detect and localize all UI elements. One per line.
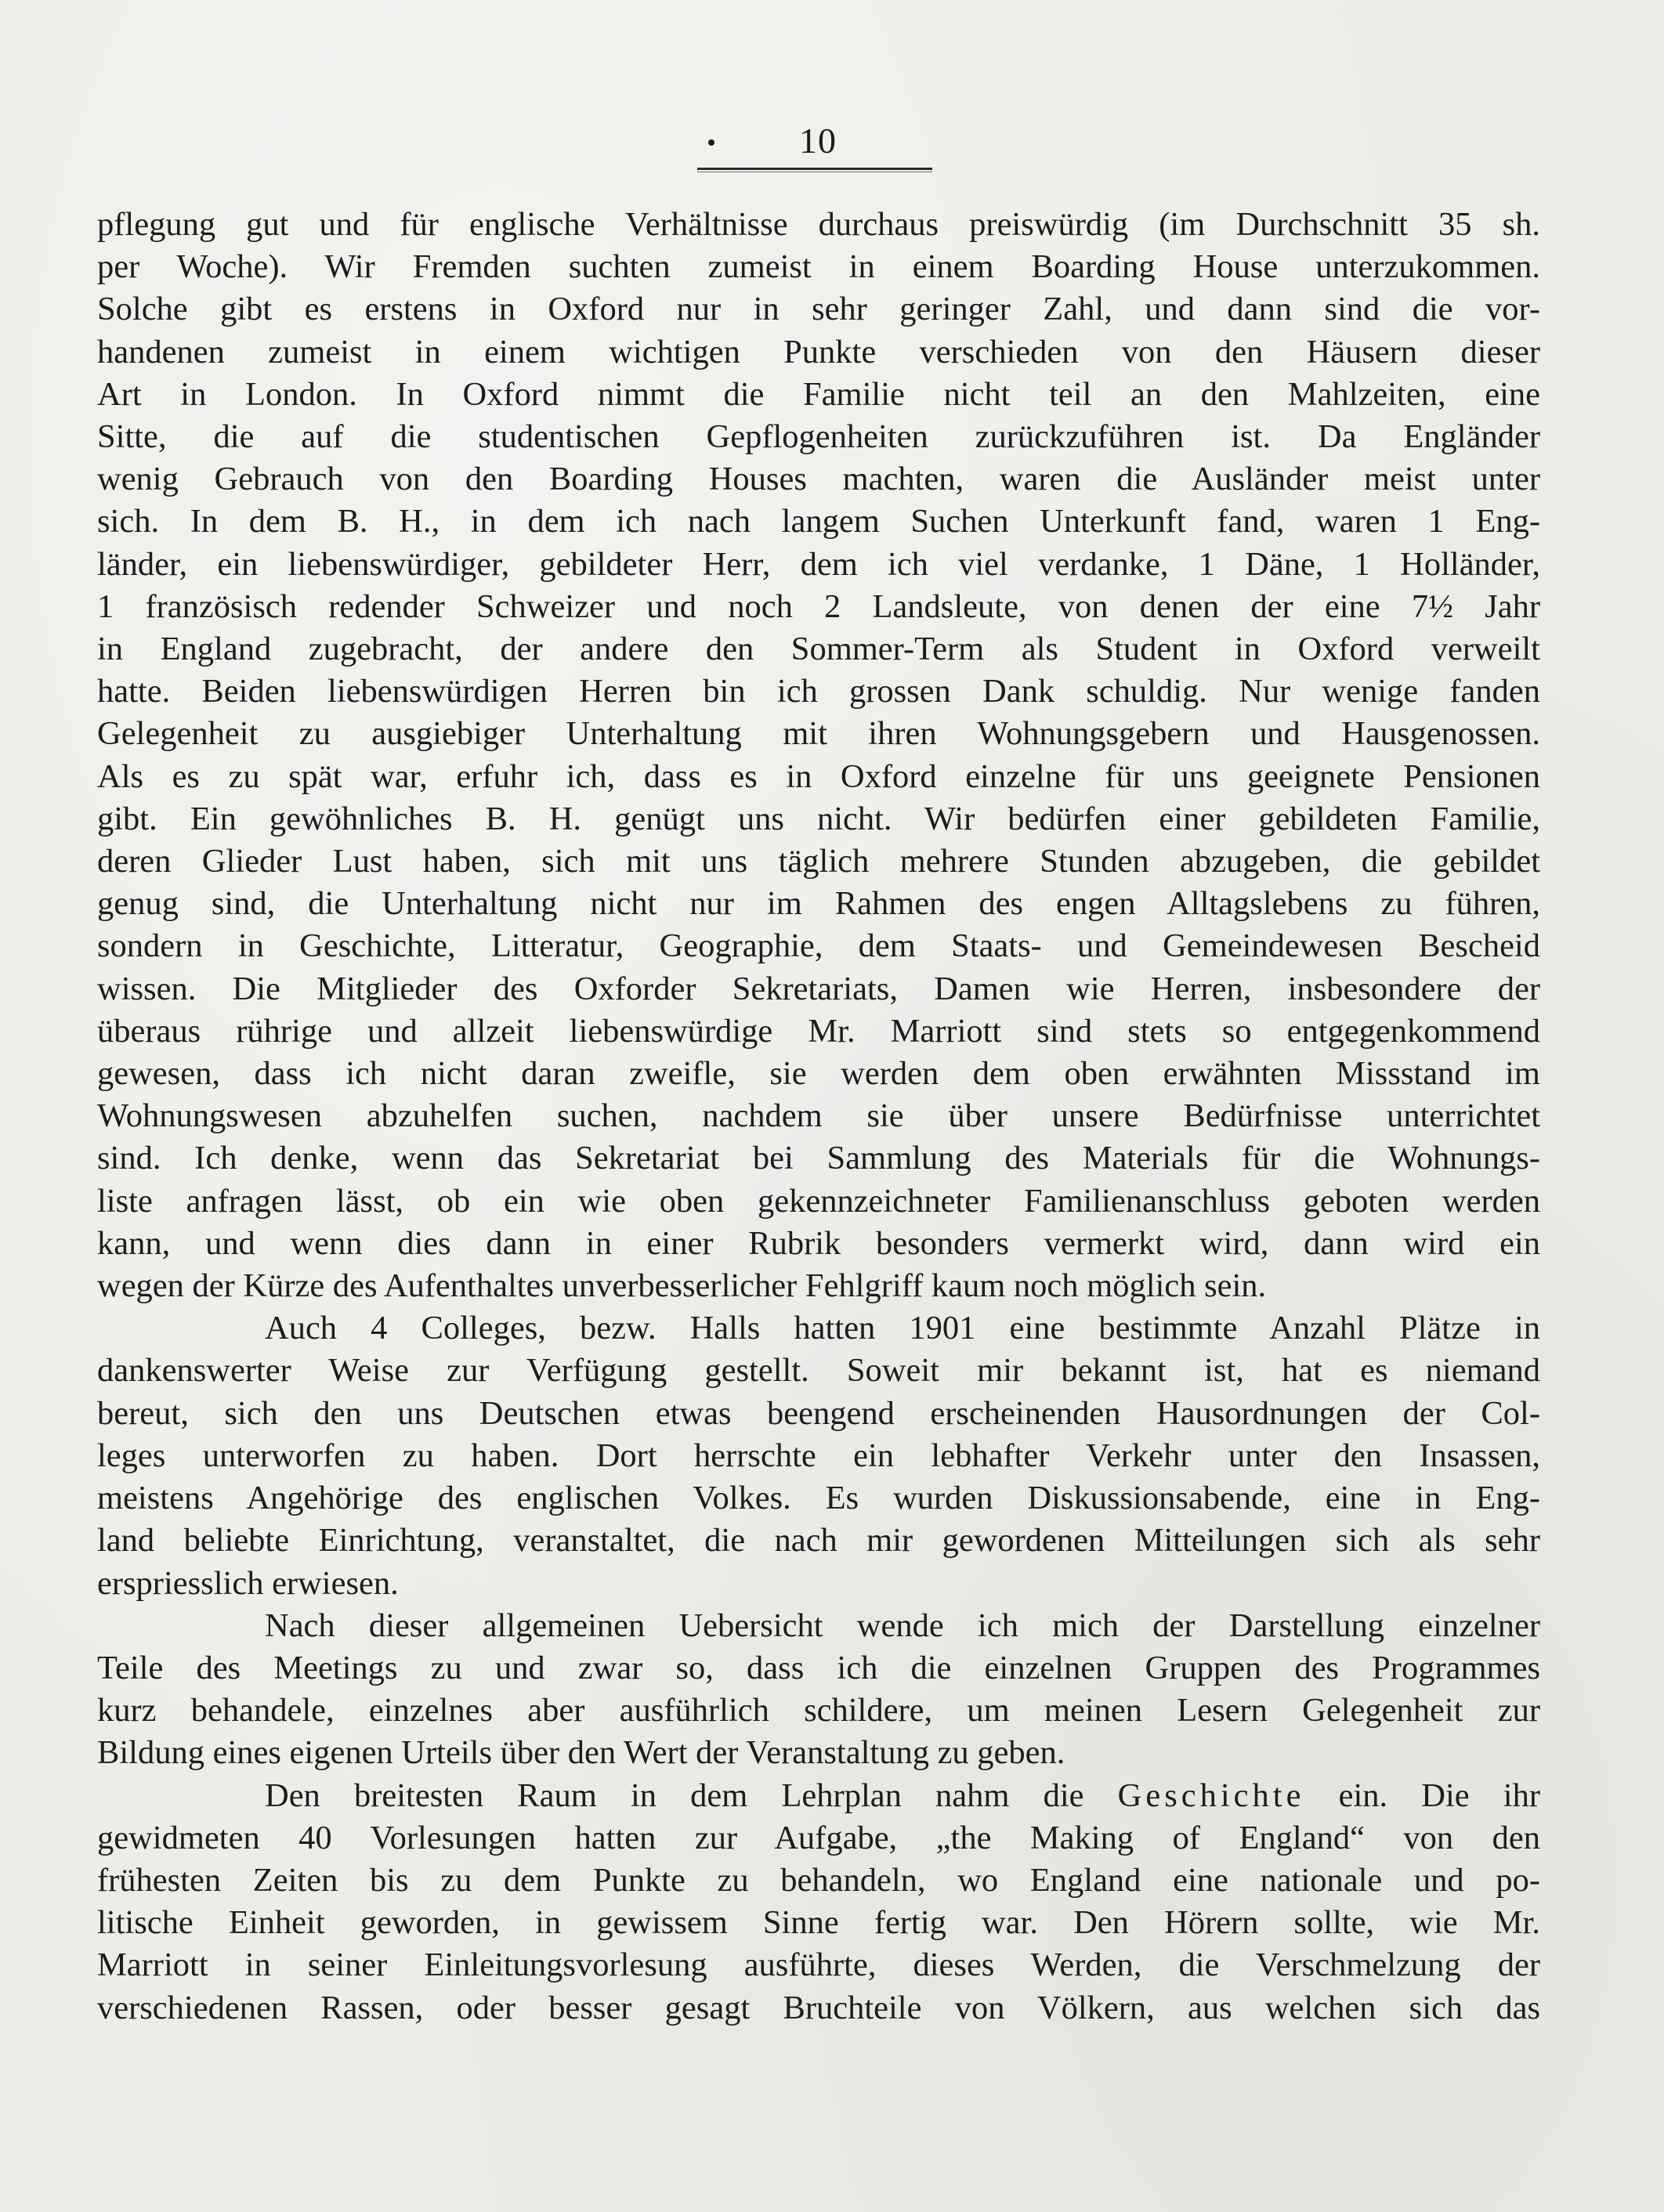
text-line: überaus rührige und allzeit liebenswürdige Mr. Marriott sind stets so entgegenkommend	[97, 1012, 1540, 1050]
text-line: liste anfragen lässt, ob ein wie oben gekennzeichneter Familienanschluss geboten werden	[97, 1182, 1540, 1220]
text-line: gewesen, dass ich nicht daran zweifle, sie werden dem oben erwähnten Missstand im	[97, 1055, 1540, 1093]
text-line: erspriesslich erwiesen.	[97, 1564, 399, 1602]
text-line: Marriott in seiner Einleitungsvorlesung ausführte, dieses Werden, die Verschmelzung der	[97, 1946, 1540, 1984]
text-line: meistens Angehörige des englischen Volkes. Es wurden Diskussionsabende, eine in Eng-	[97, 1480, 1540, 1517]
text-line: Bildung eines eigenen Urteils über den Wert der Veranstaltung zu geben.	[97, 1734, 1065, 1772]
text-segment: ein. Die ihr	[1338, 1776, 1540, 1814]
text-line: wegen der Kürze des Aufenthaltes unverbesserlicher Fehlgriff kaum noch möglich sein.	[97, 1267, 1267, 1305]
text-line: gewidmeten 40 Vorlesungen hatten zur Aufgabe, „the Making of England“ von den	[97, 1819, 1540, 1856]
text-line: hatte. Beiden liebenswürdigen Herren bin ich grossen Dank schuldig. Nur wenige fanden	[97, 673, 1540, 710]
header-rule	[697, 168, 932, 172]
text-line: Wohnungswesen abzuhelfen suchen, nachdem sie über unsere Bedürfnisse unterrichtet	[97, 1097, 1540, 1135]
emphasized-term: Geschichte	[1117, 1776, 1305, 1814]
text-line: Solche gibt es erstens in Oxford nur in sehr geringer Zahl, und dann sind die vor-	[97, 291, 1540, 328]
text-line: in England zugebracht, der andere den Sommer-Term als Student in Oxford verweilt	[97, 631, 1540, 668]
text-line: dankenswerter Weise zur Verfügung gestellt. Soweit mir bekannt ist, hat es niemand	[97, 1352, 1540, 1390]
paragraph-4	[97, 1775, 1540, 2029]
text-line: wissen. Die Mitglieder des Oxforder Sekretariats, Damen wie Herren, insbesondere der	[97, 970, 1540, 1007]
text-line: litische Einheit geworden, in gewissem Sinne fertig war. Den Hörern sollte, wie Mr.	[97, 1904, 1540, 1942]
page-number: 10	[799, 121, 837, 161]
body-text	[97, 204, 1540, 2029]
text-line: pflegung gut und für englische Verhältnisse durchaus preiswürdig (im Durchschnitt 35 sh.	[97, 206, 1540, 243]
text-line: bereut, sich den uns Deutschen etwas beengend erscheinenden Hausordnungen der Col-	[97, 1394, 1540, 1432]
text-line: deren Glieder Lust haben, sich mit uns täglich mehrere Stunden abzugeben, die gebildet	[97, 843, 1540, 880]
paragraph-3	[97, 1605, 1540, 1775]
paragraph-2	[97, 1307, 1540, 1604]
text-line: Art in London. In Oxford nimmt die Familie nicht teil an den Mahlzeiten, eine	[97, 375, 1540, 413]
text-line: Nach dieser allgemeinen Uebersicht wende ich mich der Darstellung einzelner	[265, 1607, 1540, 1644]
text-line: kann, und wenn dies dann in einer Rubrik besonders vermerkt wird, dann wird ein	[97, 1224, 1540, 1262]
text-line: Als es zu spät war, erfuhr ich, dass es in Oxford einzelne für uns geeignete Pensionen	[97, 757, 1540, 795]
text-segment: Den breitesten Raum in dem Lehrplan nahm die	[265, 1776, 1084, 1814]
text-line: land beliebte Einrichtung, veranstaltet, die nach mir gewordenen Mitteilungen sich als sehr	[97, 1522, 1540, 1560]
text-line: 1 französisch redender Schweizer und noch 2 Landsleute, von denen der eine 7½ Jahr	[97, 587, 1540, 625]
text-line	[97, 1775, 1540, 1817]
text-line: verschiedenen Rassen, oder besser gesagt Bruchteile von Völkern, aus welchen sich das	[97, 1989, 1540, 2026]
text-line: kurz behandele, einzelnes aber ausführlich schildere, um meinen Lesern Gelegenheit zur	[97, 1692, 1540, 1729]
text-line: länder, ein liebenswürdiger, gebildeter Herr, dem ich viel verdanke, 1 Däne, 1 Holländer,	[97, 545, 1540, 583]
text-line: leges unterworfen zu haben. Dort herrschte ein lebhafter Verkehr unter den Insassen,	[97, 1437, 1540, 1474]
text-line: Gelegenheit zu ausgiebiger Unterhaltung mit ihren Wohnungsgebern und Hausgenossen.	[97, 715, 1540, 753]
text-line: sondern in Geschichte, Litteratur, Geographie, dem Staats- und Gemeindewesen Bescheid	[97, 927, 1540, 965]
text-line: sind. Ich denke, wenn das Sekretariat bei Sammlung des Materials für die Wohnungs-	[97, 1140, 1540, 1177]
page-header	[689, 119, 948, 182]
text-line: sich. In dem B. H., in dem ich nach langem Suchen Unterkunft fand, waren 1 Eng-	[97, 503, 1540, 540]
text-line: frühesten Zeiten bis zu dem Punkte zu behandeln, wo England eine nationale und po-	[97, 1861, 1540, 1899]
text-line: genug sind, die Unterhaltung nicht nur im Rahmen des engen Alltagslebens zu führen,	[97, 885, 1540, 923]
text-line: Teile des Meetings zu und zwar so, dass ich die einzelnen Gruppen des Programmes	[97, 1649, 1540, 1686]
text-line: wenig Gebrauch von den Boarding Houses machten, waren die Ausländer meist unter	[97, 461, 1540, 498]
header-dot	[708, 139, 714, 146]
text-line: handenen zumeist in einem wichtigen Punkte verschieden von den Häusern dieser	[97, 333, 1540, 370]
text-line: gibt. Ein gewöhnliches B. H. genügt uns nicht. Wir bedürfen einer gebildeten Familie,	[97, 800, 1540, 837]
text-line: Auch 4 Colleges, bezw. Halls hatten 1901 eine bestimmte Anzahl Plätze in	[265, 1310, 1540, 1347]
text-line: per Woche). Wir Fremden suchten zumeist in einem Boarding House unterzukommen.	[97, 248, 1540, 286]
paragraph-1	[97, 204, 1540, 1307]
text-line: Sitte, die auf die studentischen Gepflogenheiten zurückzuführen ist. Da Engländer	[97, 418, 1540, 456]
